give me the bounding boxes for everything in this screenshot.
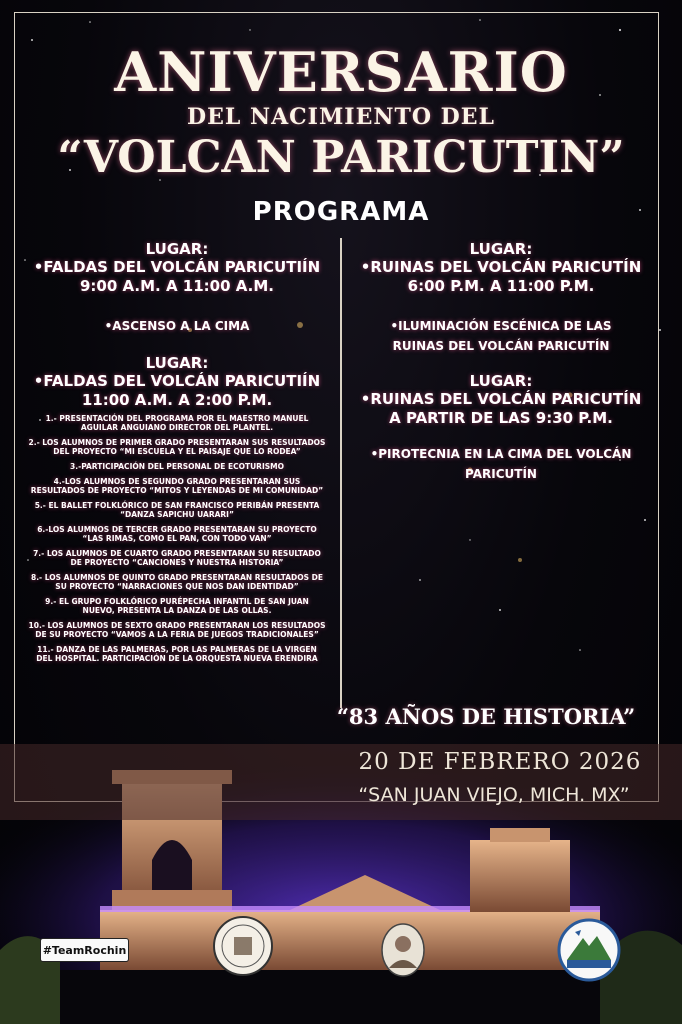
program-item: 7.- LOS ALUMNOS DE CUARTO GRADO PRESENTARAN SU RESULTADO DE PROYECTO “CANCIONES Y NUESTRA HISTORIA” xyxy=(33,549,321,567)
event-date: 20 DE FEBRERO 2026 xyxy=(358,749,642,775)
activity-label: •ILUMINACIÓN ESCÉNICA DE LAS RUINAS DEL VOLCÁN PARICUTÍN xyxy=(390,319,612,353)
activity-label: •ASCENSO A LA CIMA xyxy=(104,319,250,333)
school-seal-logo xyxy=(212,915,274,977)
program-item: 10.- LOS ALUMNOS DE SEXTO GRADO PRESENTARAN LOS RESULTADOS DE SU PROYECTO “VAMOS A LA FERIA DE JUEGOS TRADICIONALES” xyxy=(28,621,326,639)
program-item: 6.-LOS ALUMNOS DE TERCER GRADO PRESENTARAN SU PROYECTO “LAS RIMAS, COMO EL PAN, CON TODO VAN” xyxy=(37,525,317,543)
poster-subtitle: DEL NACIMIENTO DEL xyxy=(187,104,495,130)
place-label: •RUINAS DEL VOLCÁN PARICUTÍN xyxy=(360,390,642,408)
place-label: •FALDAS DEL VOLCÁN PARICUTIÍN xyxy=(33,372,321,390)
lugar-label: LUGAR: xyxy=(469,240,533,258)
place-label: •RUINAS DEL VOLCÁN PARICUTÍN xyxy=(360,258,642,276)
program-item: 2.- LOS ALUMNOS DE PRIMER GRADO PRESENTARAN SUS RESULTADOS DEL PROYECTO “MI ESCUELA Y EL PAISAJE QUE LO RODEA” xyxy=(28,438,326,456)
program-item: 11.- DANZA DE LAS PALMERAS, POR LAS PALMERAS DE LA VIRGEN DEL HOSPITAL. PARTICIPACIÓN DE LA ORQUESTA NUEVA ERENDIRA xyxy=(36,645,318,663)
program-item: 5.- EL BALLET FOLKLÓRICO DE SAN FRANCISCO PERIBÁN PRESENTA “DANZA SAPICHU UARARI” xyxy=(34,501,320,519)
program-item: 4.-LOS ALUMNOS DE SEGUNDO GRADO PRESENTARAN SUS RESULTADOS DE PROYECTO “MITOS Y LEYENDAS DE MI COMUNIDAD” xyxy=(30,477,324,495)
lugar-label: LUGAR: xyxy=(145,240,209,258)
volcano-mountain-logo xyxy=(557,918,621,982)
hashtag-badge: #TeamRochin xyxy=(40,938,129,962)
program-items-list xyxy=(22,414,332,663)
poster-volcano-name: “VOLCAN PARICUTIN” xyxy=(57,132,625,183)
right-schedule-column xyxy=(346,240,656,484)
lugar-label: LUGAR: xyxy=(145,354,209,372)
column-divider xyxy=(340,238,342,708)
anniversary-tagline: “83 AÑOS DE HISTORIA” xyxy=(336,704,636,729)
time-range: 6:00 P.M. A 11:00 P.M. xyxy=(407,277,595,295)
program-item: 8.- LOS ALUMNOS DE QUINTO GRADO PRESENTARAN RESULTADOS DE SU PROYECTO “NARRACIONES QUE NOS DAN IDENTIDAD” xyxy=(30,573,323,591)
portrait-medallion-logo xyxy=(380,922,426,978)
time-range: A PARTIR DE LAS 9:30 P.M. xyxy=(389,409,613,427)
program-item: 3.-PARTICIPACIÓN DEL PERSONAL DE ECOTURISMO xyxy=(70,462,284,471)
time-range: 9:00 A.M. A 11:00 A.M. xyxy=(80,277,274,295)
activity-label: •PIROTECNIA EN LA CIMA DEL VOLCÁN PARICUTÍN xyxy=(370,447,632,481)
event-location: “SAN JUAN VIEJO, MICH. MX” xyxy=(358,784,630,806)
left-schedule-column xyxy=(22,240,332,669)
place-label: •FALDAS DEL VOLCÁN PARICUTIÍN xyxy=(33,258,321,276)
program-item: 9.- EL GRUPO FOLKLÓRICO PURÉPECHA INFANTIL DE SAN JUAN NUEVO, PRESENTA LA DANZA DE LAS OLLAS. xyxy=(45,597,309,615)
poster-title: ANIVERSARIO xyxy=(114,40,568,104)
time-range: 11:00 A.M. A 2:00 P.M. xyxy=(81,391,273,409)
program-item: 1.- PRESENTACIÓN DEL PROGRAMA POR EL MAESTRO MANUEL AGUILAR ANGUIANO DIRECTOR DEL PLANTEL. xyxy=(45,414,309,432)
programa-heading: PROGRAMA xyxy=(252,197,430,227)
lugar-label: LUGAR: xyxy=(469,372,533,390)
